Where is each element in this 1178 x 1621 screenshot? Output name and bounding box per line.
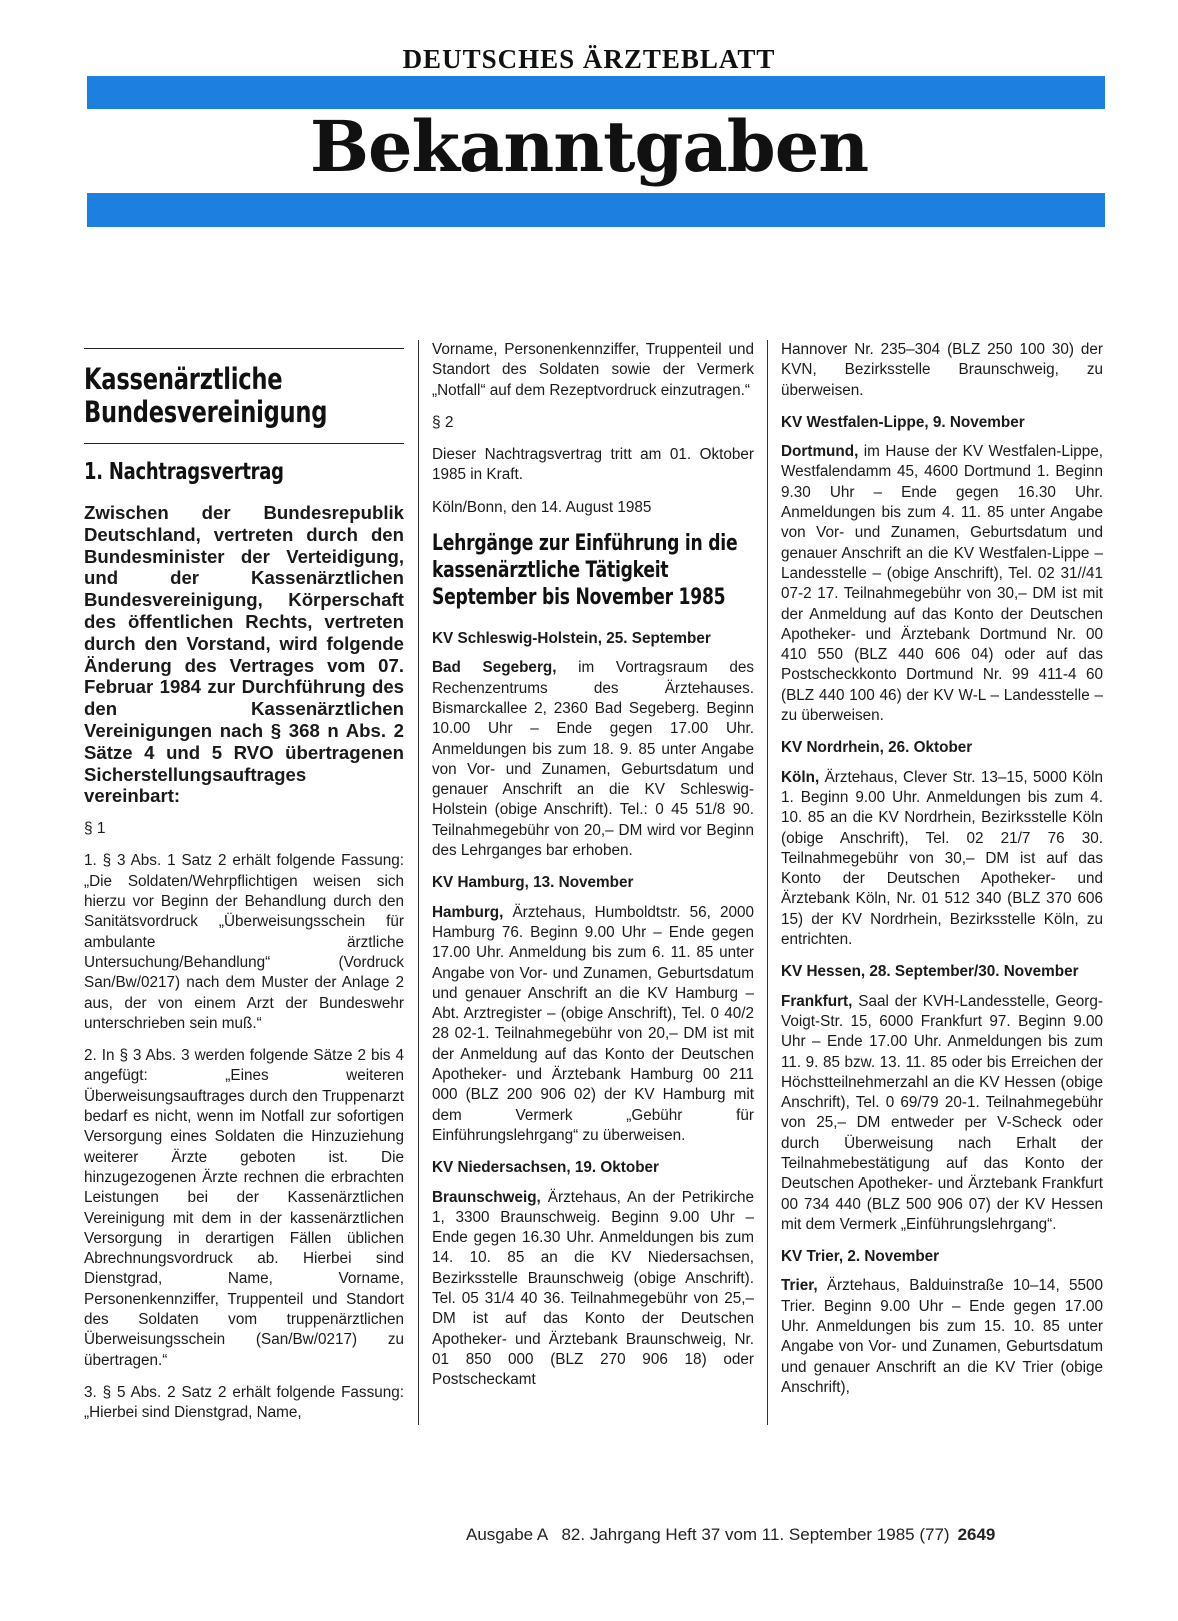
body-paragraph: Dieser Nachtragsvertrag tritt am 01. Oktober 1985 in Kraft. bbox=[432, 446, 754, 484]
city-name: Braunschweig, bbox=[432, 1188, 541, 1206]
body-paragraph: Vorname, Personenkennziffer, Truppenteil und Standort des Soldaten sowie der Vermerk „Notfall“ auf dem Rezeptvordruck einzutragen.“ bbox=[432, 341, 754, 399]
city-name: Dortmund, bbox=[781, 443, 859, 461]
city-name: Hamburg, bbox=[432, 903, 504, 921]
city-name: Bad Segeberg, bbox=[432, 659, 557, 677]
region-heading: KV Hamburg, 13. November bbox=[432, 874, 634, 892]
column-1 bbox=[84, 340, 404, 1435]
region-heading: KV Hessen, 28. September/30. November bbox=[781, 963, 1079, 981]
region-entry bbox=[781, 1276, 1103, 1398]
region-entry bbox=[432, 658, 754, 861]
page-footer bbox=[466, 1525, 995, 1545]
region-entry bbox=[432, 903, 754, 1147]
body-paragraph: 3. § 5 Abs. 2 Satz 2 erhält folgende Fassung: „Hierbei sind Dienstgrad, Name, bbox=[84, 1383, 404, 1422]
page-number: 2649 bbox=[957, 1525, 996, 1544]
section-heading: Kassenärztliche Bundesvereinigung bbox=[84, 362, 328, 429]
body-paragraph: Hannover Nr. 235–304 (BLZ 250 100 30) der KVN, Bezirksstelle Braunschweig, zu überweisen. bbox=[781, 341, 1103, 399]
paragraph-sign: § 2 bbox=[432, 413, 454, 431]
entry-text: im Vortragsraum des Rechenzentrums des Ärztehauses. Bismarckallee 2, 2360 Bad Segeberg. Beginn 10.00 Uhr – Ende gegen 17.00 Uhr. Anmeldungen bis zum 18. 9. 85 unter Angabe von Vor- und Zunamen, Geburtsdatum und genauer Anschrift an die KV Schleswig-Holstein (obige Anschrift). Tel.: 0 45 51/8 90. Teilnahmegebühr von 20,– DM wird vor Beginn des Lehrganges bar erhoben. bbox=[432, 659, 755, 860]
entry-text: im Hause der KV Westfalen-Lippe, Westfalendamm 45, 4600 Dortmund 1. Beginn 9.30 Uhr – Ende gegen 16.30 Uhr. Anmeldungen bis zum 4. 11. 85 unter Angabe von Vor- und Zunamen, Geburtsdatum und genauer Anschrift an die KV Westfalen-Lippe – Landesstelle – (obige Anschrift), Tel. 02 31//41 07-2 17. Teilnahmegebühr von 30,– DM ist mit der Anmeldung auf das Konto der Deutschen Apotheker- und Ärztebank Dortmund Nr. 00 410 550 (BLZ 440 606 04) oder auf das Postscheckkonto Dortmund Nr. 99 411-4 60 (BLZ 440 100 46) der KV W-L – Landesstelle – zu überweisen. bbox=[781, 443, 1103, 725]
article-heading: Lehrgänge zur Einführung in die kassenärztliche Tätigkeit September bis November 1985 bbox=[432, 531, 738, 611]
page-title: Bekanntgaben bbox=[309, 105, 869, 188]
paragraph-sign: § 1 bbox=[84, 820, 106, 838]
place-date: Köln/Bonn, den 14. August 1985 bbox=[432, 498, 652, 516]
region-heading: KV Westfalen-Lippe, 9. November bbox=[781, 413, 1025, 431]
rule bbox=[84, 348, 404, 349]
region-entry bbox=[781, 768, 1103, 951]
article-heading: 1. Nachtragsvertrag bbox=[84, 459, 284, 485]
region-heading: KV Trier, 2. November bbox=[781, 1248, 940, 1266]
column-3 bbox=[781, 340, 1103, 1410]
region-entry bbox=[432, 1188, 754, 1391]
rule bbox=[84, 443, 404, 444]
issue-info: Ausgabe A 82. Jahrgang Heft 37 vom 11. September 1985 (77) bbox=[466, 1525, 950, 1544]
region-heading: KV Niedersachsen, 19. Oktober bbox=[432, 1159, 659, 1177]
entry-text: Ärztehaus, Balduinstraße 10–14, 5500 Trier. Beginn 9.00 Uhr – Ende gegen 17.00 Uhr. Anmeldungen bis zum 15. 10. 85 unter Angabe von Vor- und Zunamen, Geburtsdatum und genauer Anschrift an die KV Trier (obige Anschrift), bbox=[781, 1277, 1103, 1396]
city-name: Frankfurt, bbox=[781, 992, 853, 1010]
entry-text: Saal der KVH-Landesstelle, Georg-Voigt-Str. 15, 6000 Frankfurt 97. Beginn 9.00 Uhr – Ende 17.00 Uhr. Anmeldungen bis zum 11. 9. 85 bzw. 13. 11. 85 oder bis Erreichen der Höchstteilnehmerzahl an die KV Hessen (obige Anschrift), Tel. 0 69/79 20-1. Teilnahmegebühr von 25,– DM entweder per V-Scheck oder durch Überweisung nach Erhalt der Teilnahmebestätigung auf das Konto der Deutschen Apotheker- und Ärztebank Frankfurt 00 734 440 (BLZ 500 906 07) der KV Hessen mit dem Vermerk „Einführungslehrgang“. bbox=[781, 992, 1103, 1233]
entry-text: Ärztehaus, Humboldtstr. 56, 2000 Hamburg 76. Beginn 9.00 Uhr – Ende gegen 17.00 Uhr. Anmeldung bis zum 6. 11. 85 unter Angabe von Vor- und Zunamen, Geburtsdatum und genauer Anschrift an die KV Hamburg – Abt. Arztregister – (obige Anschrift), Tel. 0 40/2 28 02-1. Teilnahmegebühr von 20,– DM ist mit der Anmeldung auf das Konto der Deutschen Apotheker- und Ärztebank Hamburg 00 211 000 (BLZ 200 906 02) der KV Hamburg mit dem Vermerk „Gebühr für Einführungslehrgang“ zu überweisen. bbox=[432, 903, 754, 1144]
body-paragraph: 1. § 3 Abs. 1 Satz 2 erhält folgende Fassung: „Die Soldaten/Wehrpflichtigen weisen sich hierzu vor Beginn der Behandlung durch den Sanitätsvordruck „Überweisungsschein für ambulante ärztliche Untersuchung/Behandlung“ (Vordruck San/Bw/0217) nach dem Muster der Anlage 2 aus, der von einem Arzt der Bundeswehr unterschrieben sein muß.“ bbox=[84, 852, 404, 1032]
body-paragraph: 2. In § 3 Abs. 3 werden folgende Sätze 2 bis 4 angefügt: „Eines weiteren Überweisungsauftrages durch den Truppenarzt bedarf es nicht, wenn im Notfall zur sofortigen Versorgung eines Soldaten die Hinzuziehung weiterer Ärzte geboten ist. Die hinzugezogenen Ärzte rechnen die erbrachten Leistungen bei der Kassenärztlichen Vereinigung mit dem in der kassenärztlichen Versorgung in derartigen Fällen üblichen Abrechnungsvordruck ab. Hierbei sind Dienstgrad, Name, Vorname, Personenkennziffer, Truppenteil und Standort des Soldaten vom truppenärztlichen Überweisungsschein (San/Bw/0217) zu übertragen.“ bbox=[84, 1047, 404, 1369]
column-2 bbox=[432, 340, 754, 1402]
region-heading: KV Schleswig-Holstein, 25. September bbox=[432, 630, 711, 648]
entry-text: Ärztehaus, Clever Str. 13–15, 5000 Köln 1. Beginn 9.00 Uhr. Anmeldungen bis zum 4. 10. 85 an die KV Nordrhein, Bezirksstelle Köln (obige Anschrift), Tel. 02 21/7 76 30. Teilnahmegebühr von 30,– DM ist auf das Konto der Deutschen Apotheker- und Ärztebank Köln, Nr. 01 512 340 (BLZ 370 606 15) der KV Nordrhein, Bezirksstelle Köln, zu entrichten. bbox=[781, 768, 1103, 949]
column-divider bbox=[767, 340, 768, 1425]
city-name: Trier, bbox=[781, 1277, 818, 1295]
region-entry bbox=[781, 992, 1103, 1236]
region-entry bbox=[781, 442, 1103, 726]
region-heading: KV Nordrhein, 26. Oktober bbox=[781, 739, 973, 757]
intro-paragraph: Zwischen der Bundesrepublik Deutschland, vertreten durch den Bundesminister der Verteidigung, und der Kassenärztlichen Bundesvereinigung, Körperschaft des öffentlichen Rechts, vertreten durch den Vorstand, wird folgende Änderung des Vertrages vom 07. Februar 1984 zur Durchführung des den Kassenärztlichen Vereinigungen nach § 368 n Abs. 2 Sätze 4 und 5 RVO übertragenen Sicherstellungsauftrages vereinbart: bbox=[84, 502, 404, 807]
header-bar-bottom bbox=[87, 193, 1105, 227]
city-name: Köln, bbox=[781, 768, 820, 786]
entry-text: Ärztehaus, An der Petrikirche 1, 3300 Braunschweig. Beginn 9.00 Uhr – Ende gegen 16.30 Uhr. Anmeldungen bis zum 14. 10. 85 an die KV Niedersachsen, Bezirksstelle Braunschweig (obige Anschrift). Tel. 05 31/4 40 36. Teilnahmegebühr von 25,– DM ist auf das Konto der Deutschen Apotheker- und Ärztebank Braunschweig, Nr. 01 850 000 (BLZ 270 906 18) oder Postscheckamt bbox=[432, 1188, 754, 1389]
masthead: DEUTSCHES ÄRZTEBLATT bbox=[402, 44, 776, 74]
column-divider bbox=[418, 340, 419, 1425]
